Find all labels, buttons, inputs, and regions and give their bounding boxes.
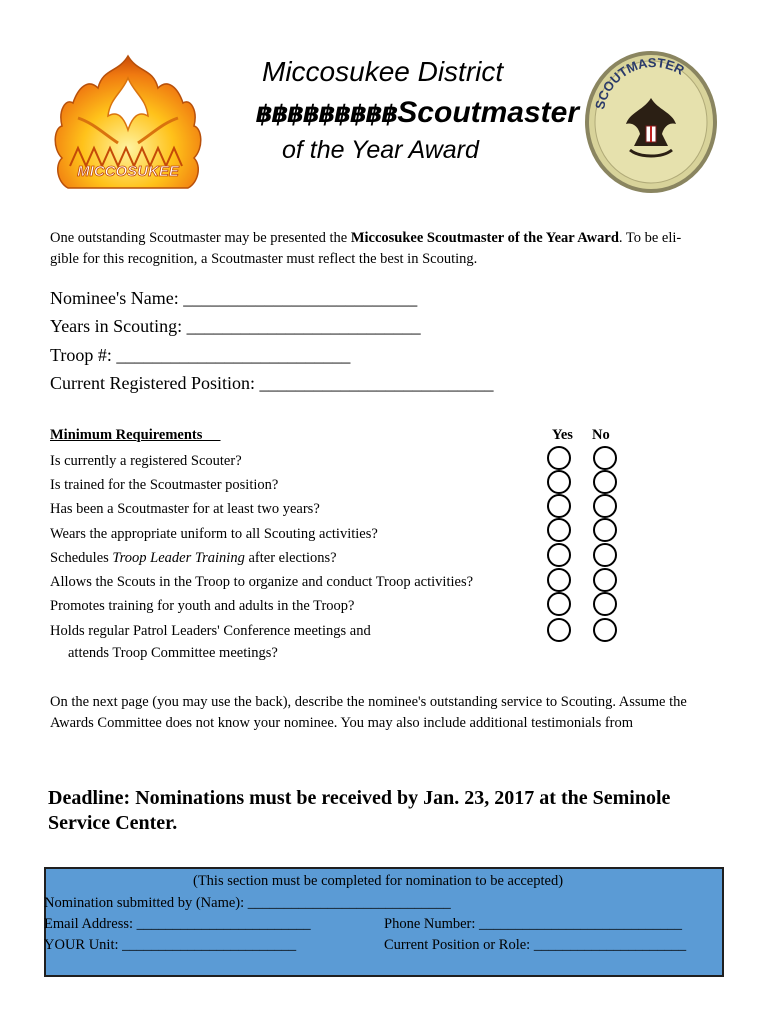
yes-radio[interactable] [547, 446, 571, 470]
scoutmaster-badge [584, 50, 718, 194]
requirement-text: Schedules [50, 550, 109, 566]
requirement-item: Is currently a registered Scouter? [50, 453, 242, 469]
requirements-heading: Minimum Requirements [50, 427, 221, 443]
yes-radio[interactable] [547, 494, 571, 518]
deadline-notice: Deadline: Nominations must be received by Jan. 23, 2017 at the Seminole Service Center. [48, 787, 671, 834]
no-radio[interactable] [593, 446, 617, 470]
intro-text-2: . To be eli-gible for this recognition, a Scoutmaster must reflect the best in Scouting. [50, 230, 682, 267]
intro-text-1: One outstanding Scoutmaster may be presented the [50, 230, 351, 246]
no-radio[interactable] [593, 518, 617, 542]
logo-text: MICCOSUKEE [77, 163, 179, 180]
yes-radio[interactable] [547, 592, 571, 616]
current-position-field[interactable]: Current Registered Position: __________________________ [50, 373, 494, 393]
description-paragraph: On the next page (you may use the back), describe the nominee's outstanding service to Scouting. Assume the Awards Committee does not know your nominee. You may also include additional testimonials from [50, 694, 687, 731]
troop-number-field[interactable]: Troop #: __________________________ [50, 345, 351, 365]
yes-radio[interactable] [547, 470, 571, 494]
requirement-text-tail: after elections? [244, 550, 337, 566]
no-radio[interactable] [593, 494, 617, 518]
no-radio[interactable] [593, 543, 617, 567]
award-subtitle: of the Year Award [282, 136, 479, 164]
requirement-item: Has been a Scoutmaster for at least two years? [50, 501, 320, 517]
no-radio[interactable] [593, 592, 617, 616]
yes-radio[interactable] [547, 618, 571, 642]
no-radio[interactable] [593, 568, 617, 592]
requirement-item: Is trained for the Scoutmaster position? [50, 477, 279, 493]
title-symbols: ฿฿฿฿฿฿฿฿฿ [256, 100, 398, 128]
requirement-italic-text: Troop Leader Training [112, 550, 245, 566]
intro-paragraph [50, 228, 710, 270]
requirement-item: Promotes training for youth and adults in the Troop? [50, 598, 355, 614]
nominee-name-field[interactable]: Nominee's Name: __________________________ [50, 288, 418, 308]
no-radio[interactable] [593, 618, 617, 642]
yes-radio[interactable] [547, 543, 571, 567]
current-role-field[interactable]: Current Position or Role: _____________________ [384, 937, 687, 953]
yes-radio[interactable] [547, 568, 571, 592]
district-heading: Miccosukee District [262, 56, 504, 87]
requirement-item: Allows the Scouts in the Troop to organize and conduct Troop activities? [50, 574, 474, 590]
phone-number-field[interactable]: Phone Number: ____________________________ [384, 916, 683, 932]
yes-radio[interactable] [547, 518, 571, 542]
submission-note: (This section must be completed for nomination to be accepted) [193, 873, 564, 889]
yes-column-label: Yes [552, 427, 573, 443]
intro-award-name: Miccosukee Scoutmaster of the Year Award [350, 230, 619, 246]
badge-text: SCOUTMASTER [592, 55, 687, 111]
your-unit-field[interactable]: YOUR Unit: ________________________ [44, 937, 297, 953]
no-column-label: No [592, 427, 610, 443]
years-in-scouting-field[interactable]: Years in Scouting: __________________________ [50, 316, 421, 336]
requirement-item: Wears the appropriate uniform to all Scouting activities? [50, 526, 378, 542]
email-address-field[interactable]: Email Address: ________________________ [44, 916, 311, 932]
miccosukee-phoenix-logo [48, 48, 208, 198]
requirement-item: Holds regular Patrol Leaders' Conference meetings and [50, 623, 371, 639]
submitted-by-field[interactable]: Nomination submitted by (Name): ____________________________ [44, 895, 451, 911]
award-title [256, 96, 579, 130]
award-word: Scoutmaster [397, 96, 580, 129]
no-radio[interactable] [593, 470, 617, 494]
requirement-item-continuation: attends Troop Committee meetings? [68, 645, 278, 661]
requirement-item [50, 550, 337, 567]
